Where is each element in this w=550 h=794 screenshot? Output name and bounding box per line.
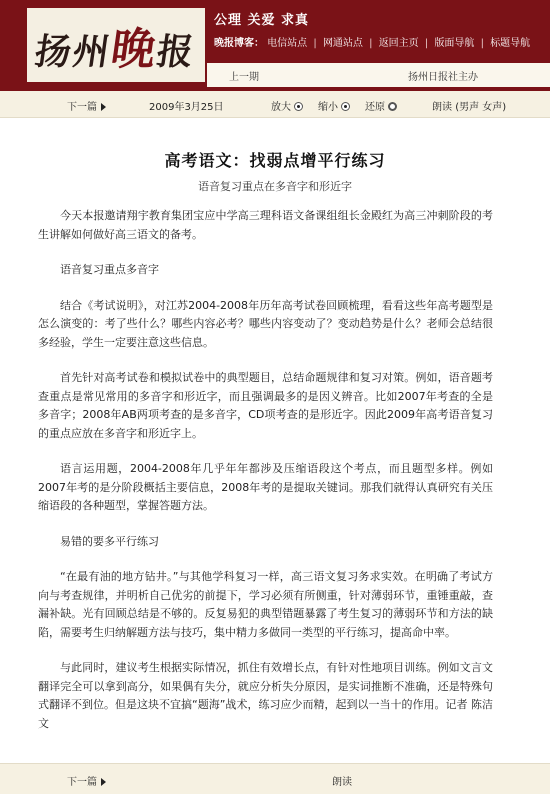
zoom-in-option[interactable]: 放大 bbox=[271, 98, 303, 113]
zoom-in-radio-icon[interactable] bbox=[294, 102, 303, 111]
article-paragraph: 首先针对高考试卷和模拟试卷中的典型题目，总结命题规律和复习对策。例如，语音题考查重点是常见常用的多音字和形近字，而且强调最多的是因义辨音。比如2007年考查的全是多音字；2008年AB两项考查的是多音字，CD项考查的是形近字。因此2009年高考语音复习的重点应放在多音字和形近字上。 bbox=[38, 371, 493, 440]
article-paragraph: 今天本报邀请翔宇教育集团宝应中学高三理科语文备课组组长金殿红为高三冲刺阶段的考生讲解如何做好高三语文的备考。 bbox=[38, 209, 493, 241]
article-title: 高考语文：找弱点增平行练习 bbox=[164, 151, 386, 170]
article-footer bbox=[0, 763, 550, 794]
article-paragraph: 与此同时，建议考生根据实际情况，抓住有效增长点，有针对性地项目训练。例如文言文翻译完全可以拿到高分，如果偶有失分，就应分析失分原因，是实词推断不准确，还是特殊句式翻译不到位。但是这块不宜搞“题海”战术，练习应少而精，起到以一当十的作用。记者 陈洁文 bbox=[38, 661, 493, 730]
footer-read-aloud-button[interactable]: 朗读 bbox=[332, 777, 352, 788]
article-body bbox=[38, 207, 493, 750]
zoom-out-radio-icon[interactable] bbox=[341, 102, 350, 111]
article bbox=[0, 118, 550, 763]
article-subtitle: 语音复习重点在多音字和形近字 bbox=[198, 180, 352, 193]
voice-options[interactable]: (男声 女声) bbox=[455, 102, 507, 113]
zoom-out-option[interactable]: 缩小 bbox=[318, 98, 350, 113]
article-paragraph: 语言运用题，2004-2008年几乎年年都涉及压缩语段这个考点，而且题型多样。例如2007年考的是分阶段概括主要信息，2008年考的是提取关键词。那我们就得认真研究有关压缩语段的各种题型，掌握答题方法。 bbox=[38, 462, 493, 512]
reset-radio-icon[interactable] bbox=[388, 102, 397, 111]
issue-date: 2009年3月25日 bbox=[149, 102, 224, 113]
logo-text: 扬州晚报 bbox=[32, 24, 198, 75]
nav-link-home[interactable]: 返回主页 bbox=[378, 38, 419, 49]
arrow-right-icon bbox=[101, 103, 106, 111]
article-toolbar bbox=[0, 91, 550, 118]
masthead-subbar bbox=[207, 63, 550, 87]
next-article-button[interactable]: 下一篇 bbox=[67, 98, 106, 113]
nav-link-layout[interactable]: 版面导航 bbox=[434, 38, 475, 49]
newspaper-logo[interactable] bbox=[27, 8, 205, 82]
section-heading: 易错的要多平行练习 bbox=[60, 534, 159, 548]
slogan: 公理 关爱 求真 bbox=[214, 13, 310, 28]
article-paragraph: “在最有油的地方钻井。”与其他学科复习一样，高三语文复习务求实效。在明确了考试方向与考查规律，并明析自己优劣的前提下，学习必须有所侧重，针对薄弱环节，重锤重敲，查漏补缺。光有回顾总结是不够的。反复易犯的典型错题暴露了考生复习的薄弱环节和方法的缺陷，需要考生归纳解题方法与技巧，集中精力多做同一类型的平行练习，提高命中率。 bbox=[38, 570, 493, 639]
blog-label: 晚报博客： bbox=[214, 38, 264, 49]
nav-link-titles[interactable]: 标题导航 bbox=[490, 38, 531, 49]
footer-next-article-button[interactable]: 下一篇 bbox=[67, 773, 106, 788]
top-nav: 晚报博客： 电信站点 | 网通站点 | 返回主页 | 版面导航 | 标题导航 bbox=[214, 38, 531, 49]
nav-link-telecom[interactable]: 电信站点 bbox=[267, 38, 308, 49]
read-aloud-control[interactable]: 朗读 (男声 女声) bbox=[432, 102, 507, 113]
publisher-label: 扬州日报社主办 bbox=[408, 72, 478, 83]
article-paragraph: 结合《考试说明》，对江苏2004-2008年历年高考试卷回顾梳理，看看这些年高考题型是怎么演变的：考了些什么？哪些内容必考？哪些内容变动了？变动趋势是什么？老师会总结很多经验，学生一定要注意这些信息。 bbox=[38, 298, 493, 349]
nav-link-netcom[interactable]: 网通站点 bbox=[322, 38, 363, 49]
reset-option[interactable]: 还原 bbox=[365, 98, 397, 113]
arrow-right-icon bbox=[101, 778, 106, 786]
masthead bbox=[0, 0, 550, 91]
section-heading: 语音复习重点多音字 bbox=[60, 263, 159, 276]
prev-issue-link[interactable]: 上一期 bbox=[229, 72, 259, 83]
